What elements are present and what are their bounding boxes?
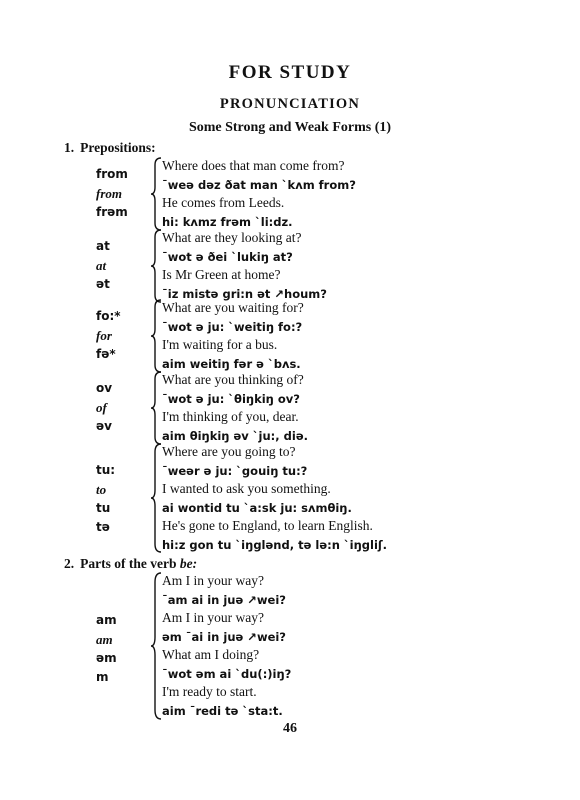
page-number: 46 <box>283 721 297 736</box>
phonetic-transcription: əm ˉai in juə ↗wei? <box>162 629 286 644</box>
strong-form: from <box>96 167 128 181</box>
section-2-heading <box>64 556 197 572</box>
phonetic-transcription: aim weitiŋ fər ə ˋbʌs. <box>162 356 301 371</box>
phonetic-transcription: ˉwot ə ju: ˋweitiŋ fo:? <box>162 319 303 334</box>
section-title: PRONUNCIATION <box>219 96 361 112</box>
lesson-heading: Some Strong and Weak Forms (1) <box>188 120 392 135</box>
left-brace-icon <box>150 371 162 445</box>
example-sentence: Where are you going to? <box>162 444 296 459</box>
section-2-verb: be: <box>179 556 198 571</box>
section-2-label: Parts of the verb <box>80 556 177 571</box>
example-lines <box>162 371 308 445</box>
weak-form: tə <box>96 520 110 534</box>
strong-form: ov <box>96 381 113 395</box>
example-sentence: Am I in your way? <box>162 610 264 625</box>
weak-form: fə* <box>96 347 116 361</box>
left-brace-icon <box>150 572 162 720</box>
phonetic-transcription: hi: kʌmz frəm ˋli:dz. <box>162 214 293 229</box>
section-1-label: Prepositions: <box>80 140 156 155</box>
weak-form: frəm <box>96 205 128 219</box>
example-lines <box>162 572 291 720</box>
word-forms <box>96 237 110 294</box>
spelling-form: of <box>96 400 107 415</box>
left-brace-icon <box>150 229 162 303</box>
word-forms <box>96 379 112 436</box>
left-brace-icon <box>150 443 162 553</box>
phonetic-transcription: ˉam ai in juə ↗wei? <box>162 592 286 607</box>
weak-form: əv <box>96 419 112 433</box>
left-brace-icon <box>150 157 162 231</box>
phonetic-transcription: ˉwot əm ai ˋdu(:)iŋ? <box>162 666 292 681</box>
phonetic-transcription: ˉwot ə ju: ˋθiŋkiŋ ov? <box>162 391 300 406</box>
spelling-form: at <box>96 258 107 273</box>
example-sentence: Is Mr Green at home? <box>162 267 281 282</box>
strong-form: am <box>96 613 117 627</box>
example-sentence: What are you thinking of? <box>162 372 304 387</box>
spelling-form: am <box>96 632 113 647</box>
example-sentence: He's gone to England, to learn English. <box>162 518 373 533</box>
word-forms <box>96 611 117 687</box>
word-forms <box>96 307 121 364</box>
example-lines <box>162 299 304 373</box>
phonetic-transcription: ˉweər ə ju: ˋgouiŋ tu:? <box>162 463 308 478</box>
phonetic-transcription: ˉweə dəz ðat man ˋkʌm from? <box>162 177 356 192</box>
example-sentence: I wanted to ask you something. <box>162 481 331 496</box>
example-lines <box>162 229 327 303</box>
word-forms <box>96 165 128 222</box>
phonetic-transcription: aim θiŋkiŋ əv ˋju:, diə. <box>162 428 308 443</box>
spelling-form: from <box>96 186 122 201</box>
word-forms <box>96 461 115 537</box>
weak-form: m <box>96 670 109 684</box>
weak-form: əm <box>96 651 117 665</box>
phonetic-transcription: hi:z gon tu ˋiŋglənd, tə lə:n ˋiŋgliʃ. <box>162 537 388 552</box>
example-sentence: Am I in your way? <box>162 573 264 588</box>
example-sentence: What are you waiting for? <box>162 300 304 315</box>
example-sentence: He comes from Leeds. <box>162 195 285 210</box>
left-brace-icon <box>150 299 162 373</box>
example-sentence: I'm thinking of you, dear. <box>162 409 299 424</box>
section-1-heading <box>64 140 156 156</box>
weak-form: tu <box>96 501 111 515</box>
example-sentence: What are they looking at? <box>162 230 302 245</box>
page-title: FOR STUDY <box>228 62 352 83</box>
phonetic-transcription: ˉiz mistə gri:n ət ↗houm? <box>162 286 327 301</box>
example-sentence: I'm ready to start. <box>162 684 257 699</box>
phonetic-transcription: ˉwot ə ðei ˋlukiŋ at? <box>162 249 293 264</box>
strong-form: tu: <box>96 463 116 477</box>
example-sentence: I'm waiting for a bus. <box>162 337 278 352</box>
weak-form: ət <box>96 277 110 291</box>
example-lines <box>162 157 356 231</box>
phonetic-transcription: ai wontid tu ˋa:sk ju: sʌmθiŋ. <box>162 500 352 515</box>
strong-form: at <box>96 239 110 253</box>
spelling-form: to <box>96 482 107 497</box>
example-sentence: Where does that man come from? <box>162 158 345 173</box>
phonetic-transcription: aim ˉredi tə ˋsta:t. <box>162 703 283 718</box>
strong-form: fo:* <box>96 309 121 323</box>
example-sentence: What am I doing? <box>162 647 260 662</box>
section-1-number: 1. <box>64 140 75 155</box>
section-2-number: 2. <box>64 556 75 571</box>
spelling-form: for <box>96 328 112 343</box>
example-lines <box>162 443 387 554</box>
